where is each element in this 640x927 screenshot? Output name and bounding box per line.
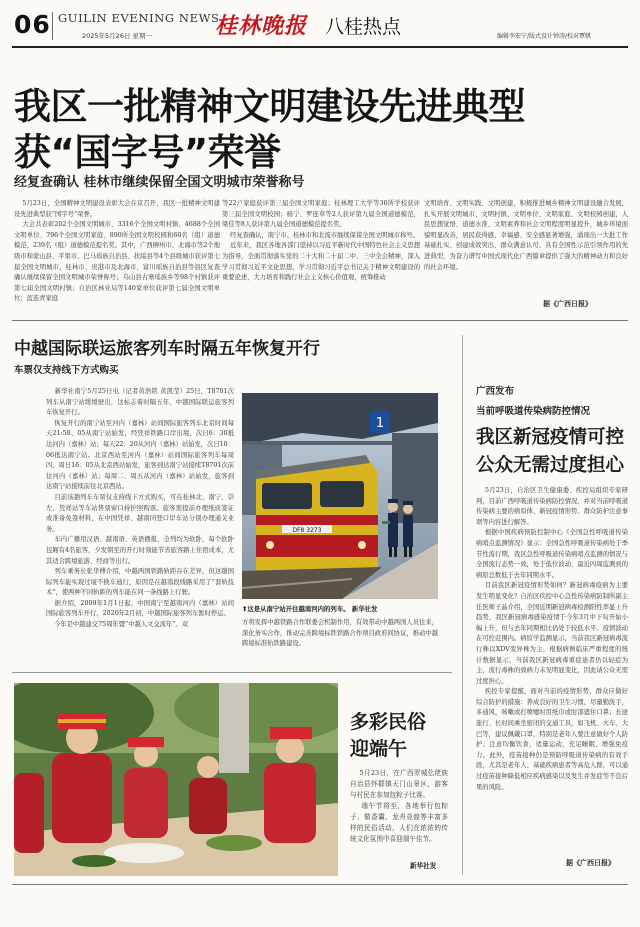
train-photo: [242, 393, 438, 599]
festival-title-line2: 迎端午: [350, 738, 408, 760]
lead-bottom-rule: [12, 320, 628, 321]
column-divider: [462, 335, 463, 875]
covid-headline-line2: 公众无需过度担心: [476, 455, 625, 476]
lead-subhead: 经复查确认 桂林市继续保留全国文明城市荣誉称号: [14, 175, 305, 190]
locomotive-number: DF8 3273: [292, 527, 322, 534]
editor-credits: 编辑李宏宁/版式设计钟涛/校对覃骐: [497, 33, 592, 40]
issue-date: 2025年5月26日 星期一: [82, 32, 153, 40]
lead-headline-line1: 我区一批精神文明建设先进典型: [14, 85, 525, 128]
covid-kicker-2: 当前呼吸道传染病防控情况: [476, 406, 591, 417]
lead-headline-line2: 获“国字号”荣誉: [14, 131, 281, 174]
rail-headline: 中越国际联运旅客列车时隔五年恢复开行: [14, 339, 320, 359]
page-number: 06: [14, 10, 51, 39]
rail-bottom-rule: [12, 672, 452, 673]
train-photo-caption: ⬆这是从南宁站开往越南河内的列车。 新华社发: [242, 605, 378, 613]
covid-source: 据《广西日报》: [566, 859, 615, 867]
platform-sign: 1: [375, 416, 385, 431]
festival-caption: 5月23日，在广西罗城仫佬族自治县怀群镇天门山景区，游客与村民在参加包粽子比赛。 端午节将至，各地举行包粽子、做香囊、龙舟竞渡等丰富多样的民俗活动，人们在浓浓的传统文化氛围中喜迎端午佳节。: [350, 769, 448, 843]
masthead-divider: [52, 12, 53, 40]
rail-subhead: 车票仅支持线下方式购买: [14, 365, 119, 376]
festival-photo-illustration: [14, 683, 338, 876]
lead-column-1: 5月23日，全国精神文明建设表彰大会在京召开，我区一批精神文明建设先进典型获“国字号”荣誉。 大会共表彰202个全国文明城市、3316个全国文明村镇、4688个全国文明单位、796个全国文明家庭、890所全国文明校园和60名（组）道德模范、239名（组）道德模范提名奖。其中，广西柳州市、北海市等2个地级市和蒙山县、平果市、巴马瑶族自治县、扶绥县等4个县级城市获评第七届全国文明城市，桂林市、贵港市及北海市、富川瑶族自治县等县区复查确认继续保留全国文明城市荣誉称号；乌山县古寨瑶族乡等98个村镇获评第七届全国文明村镇；自治区林业局等140家单位获评第七届全国文明单位；蓝连青家庭: [14, 200, 220, 303]
covid-kicker-1: 广西发布: [476, 386, 515, 397]
festival-photo: [14, 683, 338, 876]
masthead: [0, 0, 640, 50]
festival-photo-credit: 新华社发: [410, 862, 437, 870]
lead-source: 据《广西日报》: [543, 300, 592, 308]
paper-name: GUILIN EVENING NEWS: [58, 11, 220, 25]
section-title: 八桂热点: [325, 16, 402, 38]
festival-title-line1: 多彩民俗: [350, 711, 427, 733]
page-bottom-rule: [12, 884, 628, 885]
masthead-rule: [12, 46, 628, 48]
train-photo-illustration: [242, 393, 438, 599]
lead-column-3: 文明培育、文明实践、文明创建，积极推进城乡精神文明建设融合发展，扎实开展文明城市、文明村镇、文明单位、文明家庭、文明校园创建，人民思想觉悟、道德水准、文明素养和社会文明程度明显提升，城乡环境面貌明显改善，居民获得感、幸福感、安全感显著增强，涌现出一大批工作基础扎实、创建成效突出、群众满意认可、具有全国性示范引领作用的先进典型，为奋力谱写中国式现代化广西篇章提供了强大的精神动力和良好的社会环境。: [424, 200, 628, 271]
rail-column-2-bottom: 方将发挥中越铁路合作联委会机制作用，有效带动中越两国人员往来，深化务实合作，推动完善跨境标铁铁路合作项目政府间协议，推动中越跨境标准轨铁路建设。: [242, 619, 438, 648]
covid-headline-line1: 我区新冠疫情可控: [476, 427, 625, 448]
paper-logo: 桂林晚报: [215, 13, 308, 39]
rail-column-1: 新华社南宁5月25日电（记者黄浩铭 黄凯莹）25日，T8701次列车从南宁站缓缓驶出，这标志着时隔五年，中越国际联运旅客列车恢复开行。 恢复开行的南宁站至河内（嘉林）站间国际旅客列车北京时间每天21:58、05从南宁站始发，经凭祥铁路口岸出境，次日6：30抵达河内（嘉林）站；每天22：20从河内（嘉林）站始发，次日10：06抵达南宁站。北京西站至河内（嘉林）站间国际旅客列车每周四、周日16：05从北京西站始发，旅客到达南宁站接续T8701次前往河内（嘉林）站；每周二、周五从河内（嘉林）站始发，旅客到达南宁站接续前往北京西站。 目前该趟列车车票仅支持线下方式购买，可在桂林北、南宁、崇左、凭祥站等车站售票窗口持护照购票。旅客需提前办理纸质签证或准备免签材料，在中国凭祥、越南同登口岸车站分别办理通关业务。 车内广播用汉语、越南语、英语播报，全列均为软卧，每个软卧包厢有4名旅客，夕发朝至的开行时刻能节省旅客路上住宿成本，尤其适合跨境旅游、经商等出行。 列车乘务长张华傅介绍，中越两国铁路轨距存在差异，但这趟国际列车能实现过境不换车通行，原因是在越南段线路采用了“套轨技术”，使两种不同轨距的列车能在同一条线路上行驶。 据介绍，2009年1月1日起，中国南宁至越南河内（嘉林）站间国际旅客列车开行，2020年2月初，中越国际旅客列车暂时停运。 今年是中越建交75周年暨“中越人文交流年”。双: [46, 388, 234, 629]
covid-body: 5月23日，自治区卫生健康委、疾控局组织专家研判，目前广西呼吸道传染病防控情况，并对当前呼吸道传染病主要的病原体、新冠疫情形势、群众防护注意事项等内容进行解答。 根据中国疾病预防控制中心《全国急性呼吸道传染病哨点监测情况》显示：全国急性呼吸道传染病处于季节性流行期，我区急性呼吸道传染病哨点监测的情况与全国流行态势一致，处于低位波动，最近四周监测到的病原总数低于去年同期水平。 目前我区新冠疫情形势如何？新冠病毒疫病为主要发生明显变化？自治区疾控中心急性传染病防制所副主任医师王晶介绍，全国近期新冠病毒检测阳性率显上升趋势，我区新冠病毒感染疫情于今年3月中下旬开始小幅上升，但与去年同期相比仍处于较低水平。疫情波动在可控范围内。病原学监测显示，当前我区新冠病毒流行株以XDV变异株为主，根据病例临床严重程度的统计数据显示，当前我区新冠病毒重症患者仍以轻症为主，流行毒株的致病力未见明显变化，因此请公众无需过度担心。 疾控专家提醒，面对当前的疫情形势，群众应做好综合防护的措施：养成良好的卫生习惯，尽量勤洗手，多通风，咳嗽或打喷嚏时用纸巾或肘部遮住口鼻；长途旅行、长时间乘坐密闭的交通工具，如飞机、火车、大巴等，建议佩戴口罩，特别是老年人要注意做好个人防护；注意均衡饮食，适量运动，充足睡眠，增强免疫力。此外，疫苗接种仍是预防呼吸道传染病的有效手段，尤其是老年人、基础疾病患者等高危人群，可以通过疫苗接种降低相应疾病感染以及发生并发症等不良后果的风险。: [476, 487, 628, 791]
lead-column-2: 等22户家庭获评第三届全国文明家庭；桂林理工大学等36所学校获评第三届全国文明校园；杨宁、罗连草等2人获评第九届全国道德模范，梁佳等8人获评第九届全国道德模范提名奖。 经复查确认，南宁市、桂林市和北流市继续保留全国文明城市称号。 近年来，我区各地各部门坚持以习近平新时代中国特色社会主义思想为指导，全面贯彻落实党的二十大和二十届二中、三中全会精神，深入学习贯彻习近平文化思想，学习贯彻习近平总书记关于精神文明建设的重要论述，大力培育和践行社会主义核心价值观，统筹推动: [222, 200, 420, 282]
